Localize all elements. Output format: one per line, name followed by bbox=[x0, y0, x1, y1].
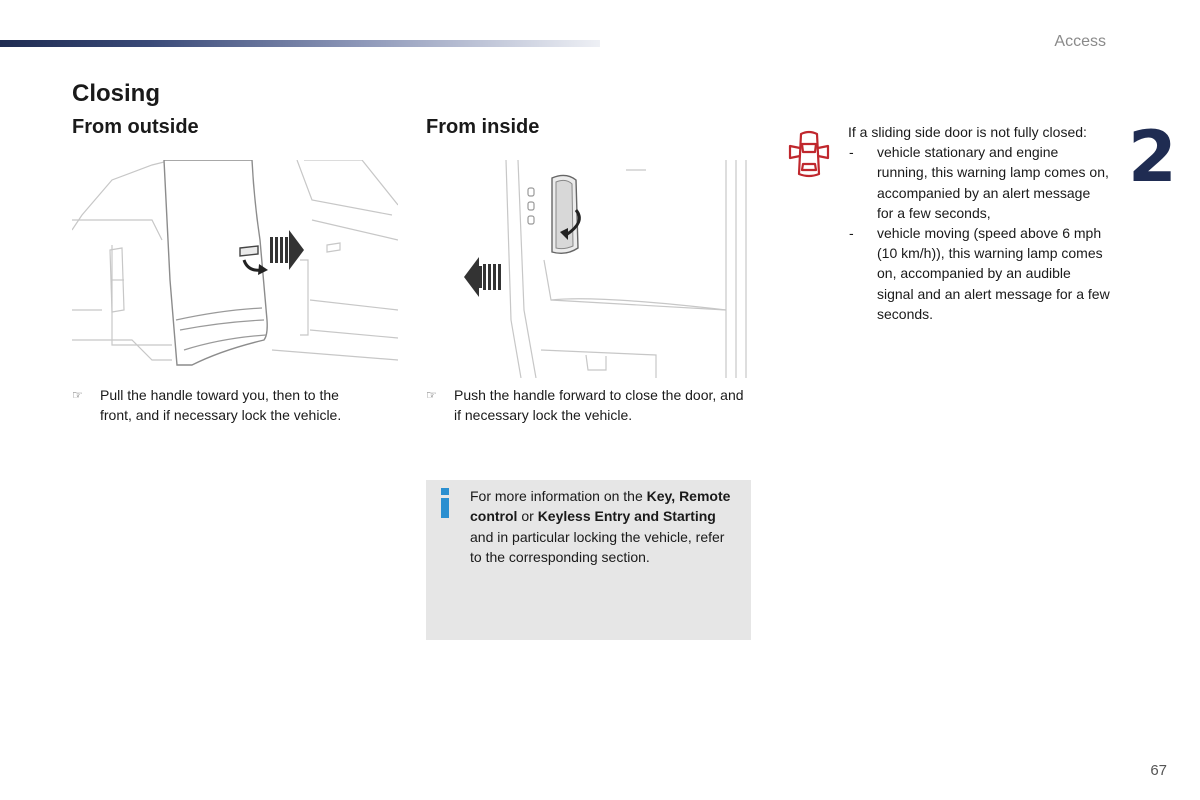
chapter-number: 2 bbox=[1128, 116, 1177, 198]
pointing-hand-icon: ☞ bbox=[426, 388, 437, 402]
list-item: - vehicle moving (speed above 6 mph (10 km/h)), this warning lamp comes on, accompanied by an audible signal and an alert message for a few seconds. bbox=[849, 225, 1110, 322]
illustration-closing-from-inside bbox=[426, 160, 748, 378]
info-text: For more information on the Key, Remote control or Keyless Entry and Starting and in particular locking the vehicle, refer to the corresponding section. bbox=[470, 488, 731, 565]
info-keyword: Keyless Entry and Starting bbox=[537, 508, 716, 525]
heading-from-outside: From outside bbox=[72, 116, 199, 138]
info-box bbox=[426, 480, 751, 640]
illustration-closing-from-outside bbox=[72, 160, 398, 378]
info-keyword: Key, Remote control bbox=[470, 488, 731, 525]
instruction-outside bbox=[72, 385, 372, 425]
header-bar bbox=[0, 40, 600, 47]
list-item: - vehicle stationary and engine running, this warning lamp comes on, accompanied by an alert message for a few seconds, bbox=[849, 144, 1109, 221]
section-label: Access bbox=[1054, 33, 1106, 50]
door-open-warning-icon bbox=[786, 128, 832, 180]
info-icon bbox=[438, 488, 452, 518]
page-number: 67 bbox=[1150, 762, 1167, 779]
van-side-door-outside-illustration bbox=[72, 160, 398, 378]
warning-intro: If a sliding side door is not fully closed: bbox=[848, 124, 1087, 140]
instruction-outside-text: Pull the handle toward you, then to the front, and if necessary lock the vehicle. bbox=[100, 387, 342, 423]
van-side-door-inside-illustration bbox=[426, 160, 748, 378]
instruction-inside bbox=[426, 385, 752, 425]
page-title: Closing bbox=[72, 80, 160, 107]
warning-text bbox=[848, 122, 1110, 324]
warning-list bbox=[848, 142, 1110, 324]
heading-from-inside: From inside bbox=[426, 116, 540, 138]
pointing-hand-icon: ☞ bbox=[72, 388, 83, 402]
instruction-inside-text: Push the handle forward to close the door, and if necessary lock the vehicle. bbox=[454, 387, 744, 423]
